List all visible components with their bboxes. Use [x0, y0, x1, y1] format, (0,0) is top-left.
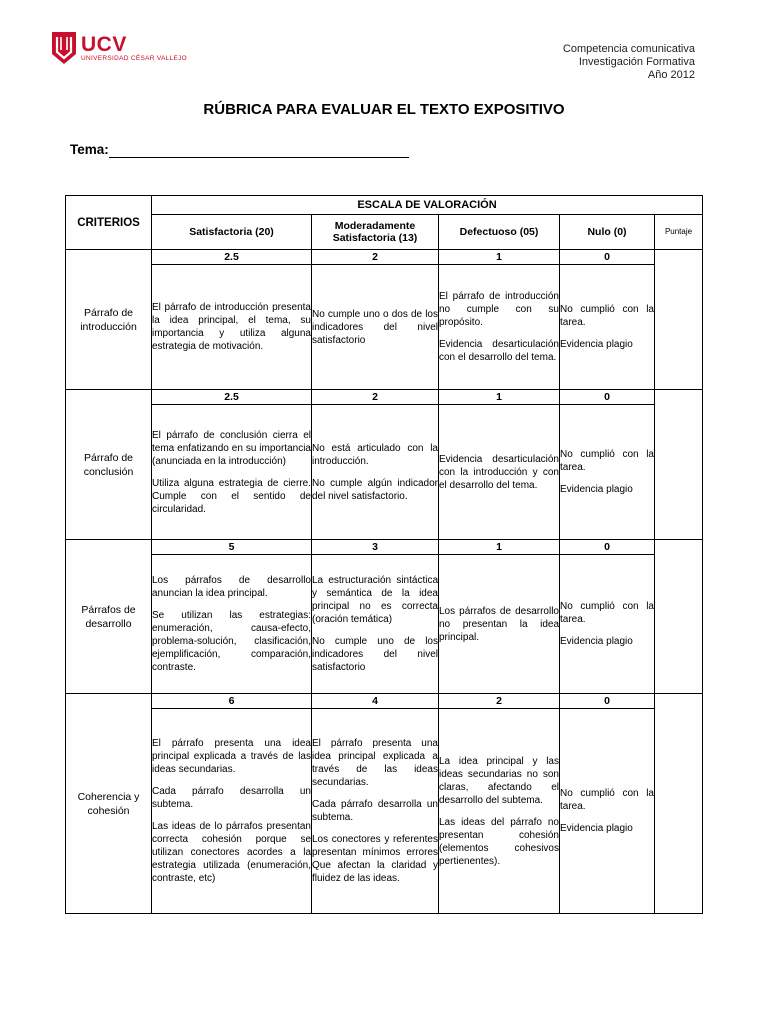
score-row	[66, 250, 703, 265]
header-line-3: Año 2012	[647, 69, 695, 81]
score-cell: 2	[439, 694, 560, 709]
score-cell: 5	[152, 540, 312, 555]
header-info	[563, 43, 695, 82]
descriptor-cell	[439, 555, 560, 694]
description-row	[66, 265, 703, 390]
descriptor-text: Cada párrafo desarrolla un subtema.	[312, 799, 438, 823]
score-cell: 0	[560, 694, 655, 709]
score-cell: 1	[439, 390, 560, 405]
descriptor-cell	[439, 709, 560, 914]
descriptor-text: Cada párrafo desarrolla un subtema.	[152, 786, 311, 810]
descriptor-text: No cumple uno de los indicadores del nivel satisfactorio	[312, 636, 438, 673]
tema-label: Tema:	[70, 142, 109, 157]
puntaje-cell	[655, 694, 703, 914]
puntaje-cell	[655, 390, 703, 540]
descriptor-cell	[439, 405, 560, 540]
descriptor-text: Los párrafos de desarrollo anuncian la idea principal.	[152, 575, 311, 599]
score-cell: 2.5	[152, 390, 312, 405]
descriptor-text: El párrafo de introducción presenta la idea principal, el tema, su importancia y utiliza alguna estrategia de motivación.	[152, 302, 311, 352]
score-cell: 0	[560, 540, 655, 555]
ucv-logo	[52, 32, 187, 68]
level-header-moderada: Moderadamente Satisfactoria (13)	[312, 215, 439, 250]
descriptor-cell	[560, 405, 655, 540]
descriptor-cell	[312, 709, 439, 914]
criterio-cell: Coherencia y cohesión	[66, 694, 152, 914]
descriptor-text: Evidencia desarticulación con el desarrollo del tema.	[439, 339, 559, 363]
ucv-emblem-icon	[52, 32, 76, 64]
descriptor-text: Se utilizan las estrategias: enumeración, causa-efecto, problema-solución, clasificación, ejemplificación, comparación, contraste.	[152, 610, 311, 673]
descriptor-text: Los párrafos de desarrollo no presentan la idea principal.	[439, 605, 559, 643]
score-cell: 1	[439, 540, 560, 555]
descriptor-cell	[312, 265, 439, 390]
descriptor-text: El párrafo presenta una idea principal explicada a través de las ideas secundarias.	[152, 738, 311, 775]
score-cell: 6	[152, 694, 312, 709]
puntaje-cell	[655, 540, 703, 694]
level-header-defectuoso: Defectuoso (05)	[439, 215, 560, 250]
score-row	[66, 694, 703, 709]
descriptor-text: Evidencia plagio	[560, 636, 633, 647]
descriptor-cell	[152, 265, 312, 390]
descriptor-text: Evidencia desarticulación con la introducción y con el desarrollo del tema.	[439, 453, 559, 491]
score-cell: 2.5	[152, 250, 312, 265]
descriptor-cell	[560, 265, 655, 390]
score-cell: 1	[439, 250, 560, 265]
header-line-2: Investigación Formativa	[578, 56, 695, 68]
level-header-satisfactoria: Satisfactoria (20)	[152, 215, 312, 250]
score-row	[66, 540, 703, 555]
descriptor-text: Las ideas del párrafo no presentan cohesión (elementos cohesivos pertienentes).	[439, 816, 559, 867]
descriptor-text: Las ideas de lo párrafos presentan correcta cohesión porque se utilizan conectores acordes a la estrategia utilizada (enumeración, contraste, etc)	[152, 821, 311, 884]
description-row	[66, 709, 703, 914]
header-line-1: Competencia comunicativa	[562, 43, 695, 55]
descriptor-cell	[439, 265, 560, 390]
score-row	[66, 390, 703, 405]
descriptor-text: Evidencia plagio	[560, 484, 633, 495]
criterio-cell: Párrafos de desarrollo	[66, 540, 152, 694]
puntaje-header: Puntaje	[655, 215, 703, 250]
level-header-nulo: Nulo (0)	[560, 215, 655, 250]
criterio-cell: Párrafo de introducción	[66, 250, 152, 390]
descriptor-text: Evidencia plagio	[560, 339, 633, 350]
descriptor-text: Los conectores y referentes presentan mínimos errores Que afectan la claridad y fluidez de las ideas.	[312, 834, 438, 884]
descriptor-text: La idea principal y las ideas secundarias no son claras, afectando el desarrollo del subtema.	[439, 755, 559, 806]
criterios-header: CRITERIOS	[66, 196, 152, 250]
score-cell: 2	[312, 390, 439, 405]
descriptor-text: Evidencia plagio	[560, 823, 633, 834]
descriptor-text: No cumplió con la tarea.	[560, 788, 654, 812]
descriptor-text: El párrafo de conclusión cierra el tema enfatizando en su importancia (anunciada en la introducción)	[152, 429, 311, 467]
score-cell: 0	[560, 390, 655, 405]
descriptor-text: La estructuración sintáctica y semántica de la idea principal no es correcta (oración temática)	[312, 575, 438, 625]
descriptor-text: No cumple algún indicador del nivel satisfactorio.	[312, 477, 438, 502]
descriptor-cell	[152, 555, 312, 694]
descriptor-text: El párrafo de introducción no cumple con su propósito.	[439, 291, 559, 328]
descriptor-cell	[152, 405, 312, 540]
descriptor-text: No cumple uno o dos de los indicadores del nivel satisfactorio	[312, 308, 438, 346]
descriptor-text: Utiliza alguna estrategia de cierre. Cumple con el sentido de circularidad.	[152, 477, 311, 515]
descriptor-cell	[560, 709, 655, 914]
criterio-cell: Párrafo de conclusión	[66, 390, 152, 540]
descriptor-cell	[560, 555, 655, 694]
descriptor-cell	[152, 709, 312, 914]
logo-brand: UCV	[81, 33, 127, 56]
descriptor-text: No cumplió con la tarea.	[560, 601, 654, 625]
descriptor-cell	[312, 405, 439, 540]
descriptor-text: No cumplió con la tarea.	[560, 449, 654, 473]
tema-underline	[109, 157, 409, 158]
rubric-table	[65, 195, 703, 914]
description-row	[66, 405, 703, 540]
escala-header: ESCALA DE VALORACIÓN	[152, 196, 703, 215]
document-title: RÚBRICA PARA EVALUAR EL TEXTO EXPOSITIVO	[203, 101, 565, 118]
descriptor-text: El párrafo presenta una idea principal explicada a través de las ideas secundarias.	[312, 738, 438, 788]
logo-subtitle: UNIVERSIDAD CÉSAR VALLEJO	[81, 55, 187, 62]
descriptor-cell	[312, 555, 439, 694]
score-cell: 2	[312, 250, 439, 265]
score-cell: 0	[560, 250, 655, 265]
descriptor-text: No está articulado con la introducción.	[312, 442, 438, 467]
score-cell: 3	[312, 540, 439, 555]
score-cell: 4	[312, 694, 439, 709]
descriptor-text: No cumplió con la tarea.	[560, 304, 654, 328]
description-row	[66, 555, 703, 694]
puntaje-cell	[655, 250, 703, 390]
